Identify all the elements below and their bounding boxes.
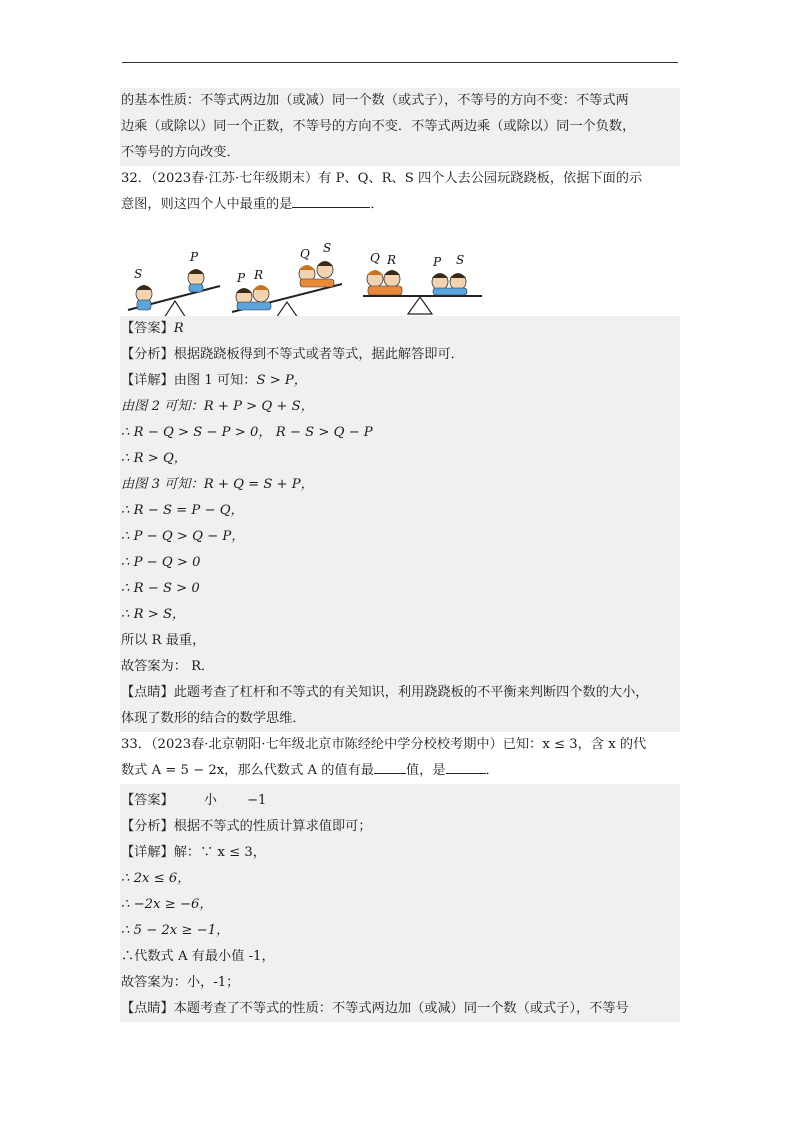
q33-analysis: 【分析】根据不等式的性质计算求值即可； (121, 819, 372, 834)
q33-stem-end: ． (485, 763, 499, 778)
q32-step-11: 所以 R 最重， (121, 633, 206, 648)
q33-step-2: ∴ −2x ≥ −6， (121, 897, 213, 912)
q33-step-4: ∴代数式 A 有最小值 -1， (121, 949, 275, 964)
q32-solution-block (120, 316, 680, 732)
q33-answer-value-1: 小 (203, 793, 217, 808)
fig1-label-p: P (190, 250, 199, 264)
fig2-label-p: P (237, 271, 246, 285)
q32-detail-label: 【详解】由图 1 可知： (121, 373, 257, 388)
prev-comment-line-3: 不等号的方向改变． (121, 145, 240, 160)
q33-stem-line-1: 33．（2023春·北京朝阳·七年级北京市陈经纶中学分校校考期中）已知：x ≤ 3，含 x 的代 (121, 737, 647, 752)
q33-solution-block (120, 784, 680, 1022)
q32-step-9: ∴ R − S > 0 (121, 581, 200, 596)
prev-comment-line-2: 边乘（或除以）同一个正数，不等号的方向不变．不等式两边乘（或除以）同一个负数， (121, 119, 636, 134)
q33-stem-text-b: 值，是 (405, 763, 446, 778)
q32-step-6: ∴ R − S = P − Q， (121, 503, 244, 518)
fig2-label-r: R (254, 268, 264, 282)
document-page (120, 88, 680, 1022)
q32-stem-text: 意图，则这四个人中最重的是 (121, 197, 293, 212)
q32-step-5: 由图 3 可知：R + Q = S + P， (121, 477, 314, 492)
seesaw-figure (120, 218, 680, 316)
q32-answer-label: 【答案】 (121, 321, 174, 336)
q33-stem-line-2 (120, 758, 680, 784)
q32-stem-line-2 (120, 192, 680, 218)
q32-step-3: ∴ R − Q > S − P > 0， R − S > Q − P (121, 425, 373, 440)
q32-comment-line-1: 【点睛】此题考查了杠杆和不等式的有关知识，利用跷跷板的不平衡来判断四个数的大小， (121, 685, 649, 700)
q33-comment: 【点睛】本题考查了不等式的性质：不等式两边加（或减）同一个数（或式子），不等号 (121, 1001, 629, 1016)
fig3-label-p: P (433, 255, 442, 269)
fig2-label-s: S (323, 241, 332, 255)
q33-answer-value-2: −1 (246, 793, 267, 808)
q33-blank-2[interactable] (446, 758, 486, 774)
q32-answer (120, 316, 680, 342)
fig3-label-r: R (387, 253, 397, 267)
q32-step-2: 由图 2 可知：R + P > Q + S， (121, 399, 314, 414)
q32-step-12: 故答案为： R． (121, 659, 215, 674)
q32-answer-blank[interactable] (292, 192, 370, 208)
fig3-label-q: Q (370, 251, 380, 265)
q33-step-1: ∴ 2x ≤ 6， (121, 871, 191, 886)
q33-blank-1[interactable] (374, 758, 406, 774)
q32-step-1: S > P， (256, 373, 307, 388)
prev-comment-block (120, 88, 680, 166)
q32-analysis: 【分析】根据跷跷板得到不等式或者等式，据此解答即可． (121, 347, 464, 362)
q33-answer (120, 788, 680, 814)
q33-step-3: ∴ 5 − 2x ≥ −1， (121, 923, 230, 938)
header-rule (122, 62, 678, 63)
q32-stem-end: ． (370, 197, 384, 212)
q33-step-5: 故答案为：小，-1； (121, 975, 240, 990)
seesaw-2 (232, 241, 342, 316)
fig3-label-s: S (456, 253, 465, 267)
q32-step-8: ∴ P − Q > 0 (121, 555, 201, 570)
seesaw-3 (363, 251, 482, 314)
q32-step-10: ∴ R > S， (121, 607, 186, 622)
q33-stem-text-a: 数式 A = 5 − 2x，那么代数式 A 的值有最 (121, 763, 374, 778)
q32-step-7: ∴ P − Q > Q − P， (121, 529, 245, 544)
seesaw-illustration (120, 218, 490, 316)
q32-stem-line-1: 32．（2023春·江苏·七年级期末）有 P、Q、R、S 四个人去公园玩跷跷板，依据下面的示 (121, 171, 643, 186)
q32-answer-value: R (173, 321, 184, 336)
fig2-label-q: Q (300, 247, 310, 261)
q32-step-4: ∴ R > Q， (121, 451, 187, 466)
q33-detail: 【详解】解：∵ x ≤ 3， (121, 845, 266, 860)
q33-answer-label: 【答案】 (121, 793, 174, 808)
fig1-label-s: S (134, 267, 143, 281)
seesaw-1 (128, 250, 220, 316)
prev-comment-line-1: 的基本性质：不等式两边加（或减）同一个数（或式子），不等号的方向不变：不等式两 (121, 93, 629, 108)
q32-detail-1 (120, 368, 680, 394)
q32-comment-line-2: 体现了数形的结合的数学思维． (121, 711, 306, 726)
